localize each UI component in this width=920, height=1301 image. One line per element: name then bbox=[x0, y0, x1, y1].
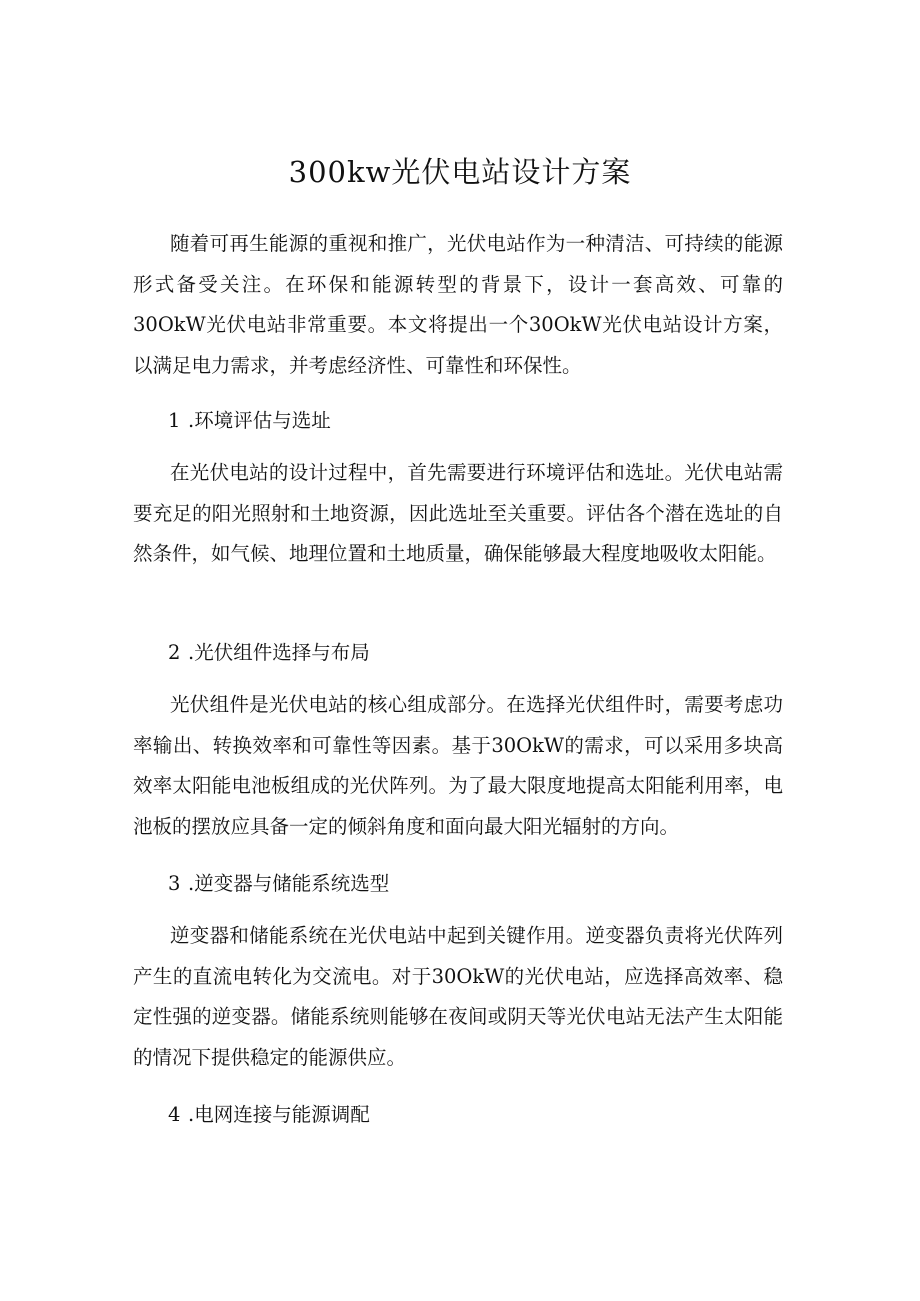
section-2-paragraph: 光伏组件是光伏电站的核心组成部分。在选择光伏组件时，需要考虑功率输出、转换效率和可靠性等因素。基于30OkW的需求，可以采用多块高效率太阳能电池板组成的光伏阵列。为了最大限度地提高太阳能利用率，电池板的摆放应具备一定的倾斜角度和面向最大阳光辐射的方向。 bbox=[133, 693, 783, 838]
section-1-heading bbox=[168, 406, 331, 436]
section-4-title: .电网连接与能源调配 bbox=[188, 1103, 370, 1126]
section-2-heading bbox=[168, 638, 370, 668]
section-1-paragraph: 在光伏电站的设计过程中，首先需要进行环境评估和选址。光伏电站需要充足的阳光照射和土地资源，因此选址至关重要。评估各个潜在选址的自然条件，如气候、地理位置和土地质量，确保能够最大程度地吸收太阳能。 bbox=[133, 461, 783, 565]
section-1-title: .环境评估与选址 bbox=[188, 409, 331, 432]
section-4-number: 4 bbox=[168, 1103, 181, 1126]
section-2-number: 2 bbox=[168, 641, 181, 664]
section-1-number: 1 bbox=[168, 409, 181, 432]
section-3-paragraph: 逆变器和储能系统在光伏电站中起到关键作用。逆变器负责将光伏阵列产生的直流电转化为交流电。对于30OkW的光伏电站，应选择高效率、稳定性强的逆变器。储能系统则能够在夜间或阴天等光伏电站无法产生太阳能的情况下提供稳定的能源供应。 bbox=[133, 924, 783, 1069]
document-title: 300kw光伏电站设计方案 bbox=[288, 155, 632, 189]
section-3-heading bbox=[168, 869, 389, 899]
section-2-title: .光伏组件选择与布局 bbox=[188, 641, 370, 664]
section-3-title: .逆变器与储能系统选型 bbox=[188, 872, 390, 895]
section-3-number: 3 bbox=[168, 872, 181, 895]
intro-paragraph: 随着可再生能源的重视和推广，光伏电站作为一种清洁、可持续的能源形式备受关注。在环保和能源转型的背景下，设计一套高效、可靠的30OkW光伏电站非常重要。本文将提出一个30OkW光伏电站设计方案，以满足电力需求，并考虑经济性、可靠性和环保性。 bbox=[133, 232, 783, 377]
section-4-heading bbox=[168, 1100, 370, 1130]
